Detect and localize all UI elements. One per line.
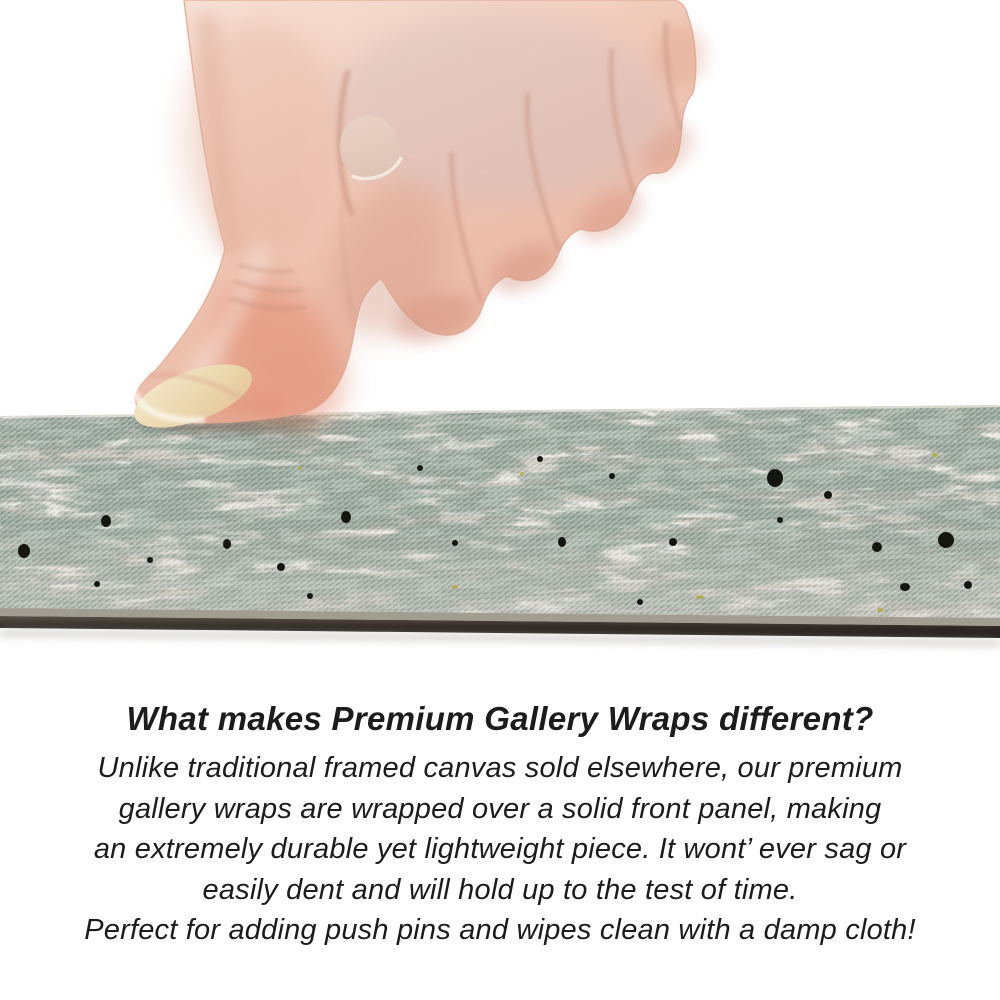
caption-line-3: an extremely durable yet lightweight piece. It wont’ ever sag or (93, 833, 907, 865)
hand-illustration (126, 0, 706, 452)
caption (0, 699, 1000, 951)
caption-heading: What makes Premium Gallery Wraps different? (126, 700, 874, 737)
caption-line-2: gallery wraps are wrapped over a solid front panel, making (118, 792, 882, 825)
canvas-strip (0, 390, 1000, 647)
caption-line-5: Perfect for adding push pins and wipes clean with a damp cloth! (84, 914, 916, 946)
caption-line-1: Unlike traditional framed canvas sold elsewhere, our premium (97, 752, 903, 784)
caption-line-4: easily dent and will hold up to the test of time. (202, 873, 798, 906)
